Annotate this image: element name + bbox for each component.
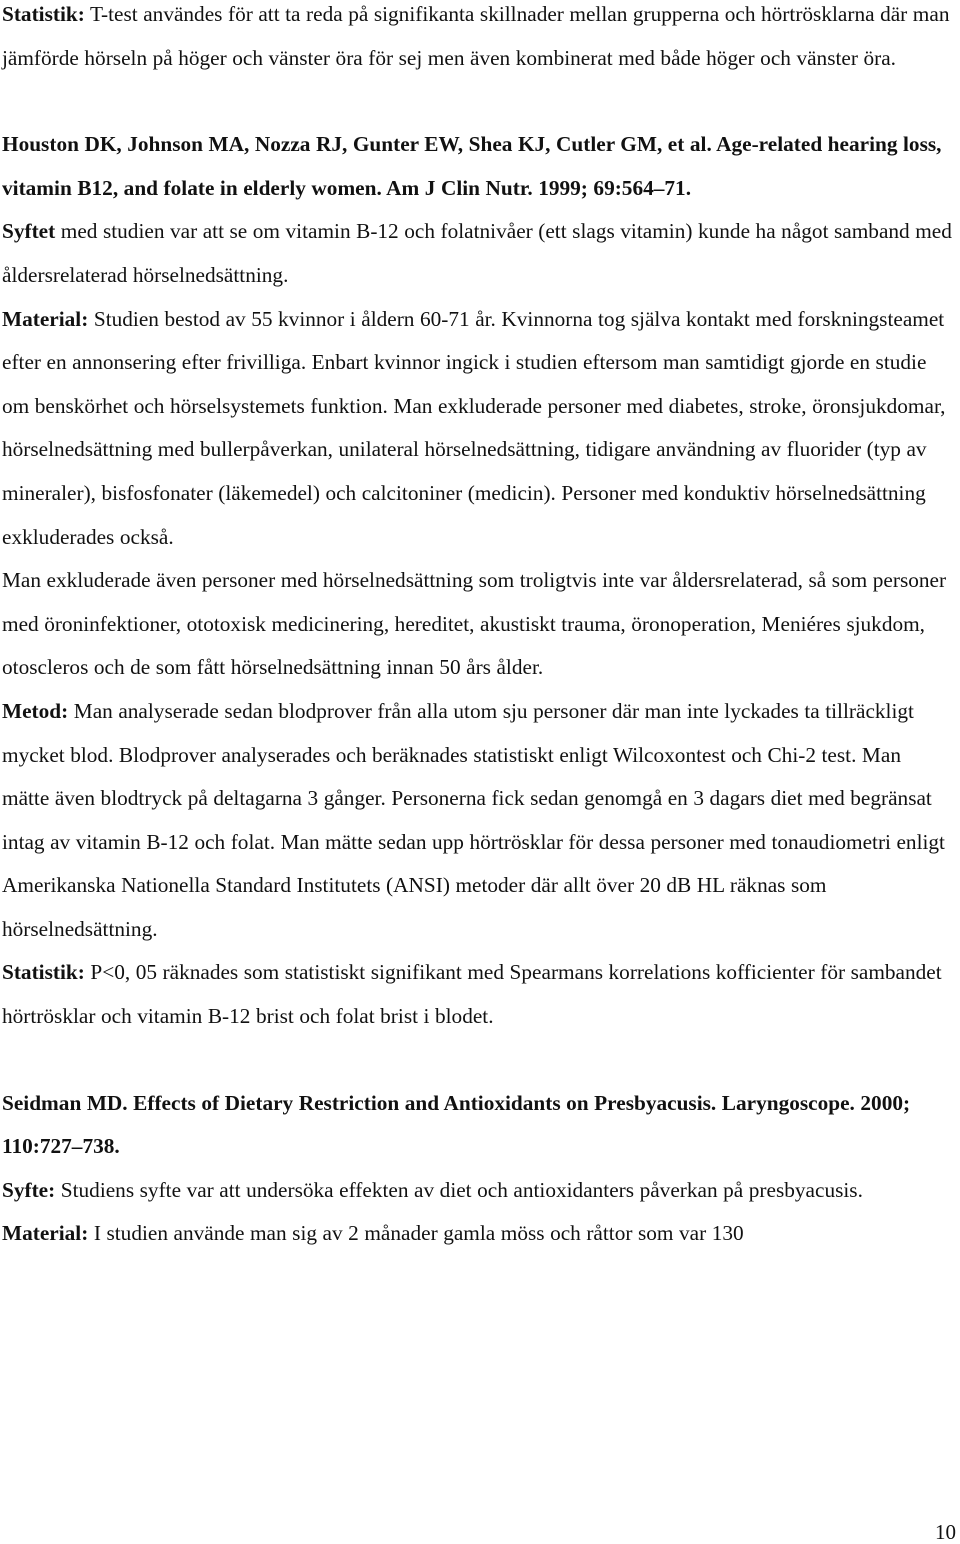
document-page — [2, 0, 952, 1256]
exclusion-paragraph — [2, 559, 952, 690]
metod-label: Metod: — [2, 698, 69, 723]
reference-seidman — [2, 1082, 952, 1169]
exclusion-text: Man exkluderade även personer med hörselnedsättning som troligtvis inte var åldersrelaterad, så som personer med öroninfektioner, ototoxisk medicinering, hereditet, akustiskt trauma, öronoperation, Meniéres sjukdom, otoscleros och de som fått hörselnedsättning innan 50 års ålder. — [2, 568, 947, 680]
statistik-paragraph — [2, 0, 952, 80]
material3-paragraph — [2, 1212, 952, 1256]
metod-paragraph — [2, 690, 952, 952]
syfte-text: Studiens syfte var att undersöka effekten av diet och antioxidanters påverkan på presbyacusis. — [55, 1177, 863, 1202]
syftet-label: Syftet — [2, 219, 56, 244]
statistik-text: T-test användes för att ta reda på signifikanta skillnader mellan grupperna och hörtrösklarna där man jämförde hörseln på höger och vänster öra för sej men även kombinerat med både höger och vänster öra. — [2, 2, 950, 70]
syftet-text: med studien var att se om vitamin B-12 och folatnivåer (ett slags vitamin) kunde ha något samband med åldersrelaterad hörselnedsättning. — [2, 219, 952, 287]
material-paragraph — [2, 298, 952, 560]
reference-houston-text: Houston DK, Johnson MA, Nozza RJ, Gunter EW, Shea KJ, Cutler GM, et al. Age-related hearing loss, vitamin B12, and folate in elderly women. Am J Clin Nutr. 1999; 69:564–71. — [2, 132, 942, 200]
syfte-label: Syfte: — [2, 1177, 56, 1202]
statistik2-label: Statistik: — [2, 960, 85, 985]
syfte-paragraph — [2, 1169, 952, 1213]
reference-seidman-text: Seidman MD. Effects of Dietary Restriction and Antioxidants on Presbyacusis. Laryngoscope. 2000; 110:727–738. — [2, 1090, 911, 1159]
statistik2-paragraph — [2, 951, 952, 1038]
material-text: Studien bestod av 55 kvinnor i åldern 60-71 år. Kvinnorna tog själva kontakt med forskningsteamet efter en annonsering efter frivilliga. Enbart kvinnor ingick i studien eftersom man samtidigt gjorde en studie om benskörhet och hörselsystemets funktion. Man exkluderade personer med diabetes, stroke, öronsjukdomar, hörselnedsättning med bullerpåverkan, unilateral hörselnedsättning, tidigare användning av fluorider (typ av mineraler), bisfosfonater (läkemedel) och calcitoniner (medicin). Personer med konduktiv hörselnedsättning exkluderades också. — [2, 306, 946, 549]
statistik2-text: P<0, 05 räknades som statistiskt signifikant med Spearmans korrelations kofficienter för sambandet hörtrösklar och vitamin B-12 brist och folat brist i blodet. — [2, 960, 942, 1029]
syftet-paragraph — [2, 210, 952, 297]
material3-label: Material: — [2, 1221, 89, 1246]
metod-text: Man analyserade sedan blodprover från alla utom sju personer där man inte lyckades ta tillräckligt mycket blod. Blodprover analyserades och beräknades statistiskt enligt Wilcoxontest och Chi-2 test. Man mätte även blodtryck på deltagarna 3 gånger. Personerna fick sedan genomgå en 3 dagars diet med begränsat intag av vitamin B-12 och folat. Man mätte sedan upp hörtrösklar för dessa personer med tonaudiometri enligt Amerikanska Nationella Standard Institutets (ANSI) metoder där allt över 20 dB HL räknas som hörselnedsättning. — [2, 698, 945, 941]
page-number: 10 — [935, 1520, 956, 1544]
reference-houston — [2, 123, 952, 210]
material3-text: I studien använde man sig av 2 månader gamla möss och råttor som var 130 — [88, 1221, 744, 1246]
material-label: Material: — [2, 306, 89, 331]
statistik-label: Statistik: — [2, 2, 85, 26]
